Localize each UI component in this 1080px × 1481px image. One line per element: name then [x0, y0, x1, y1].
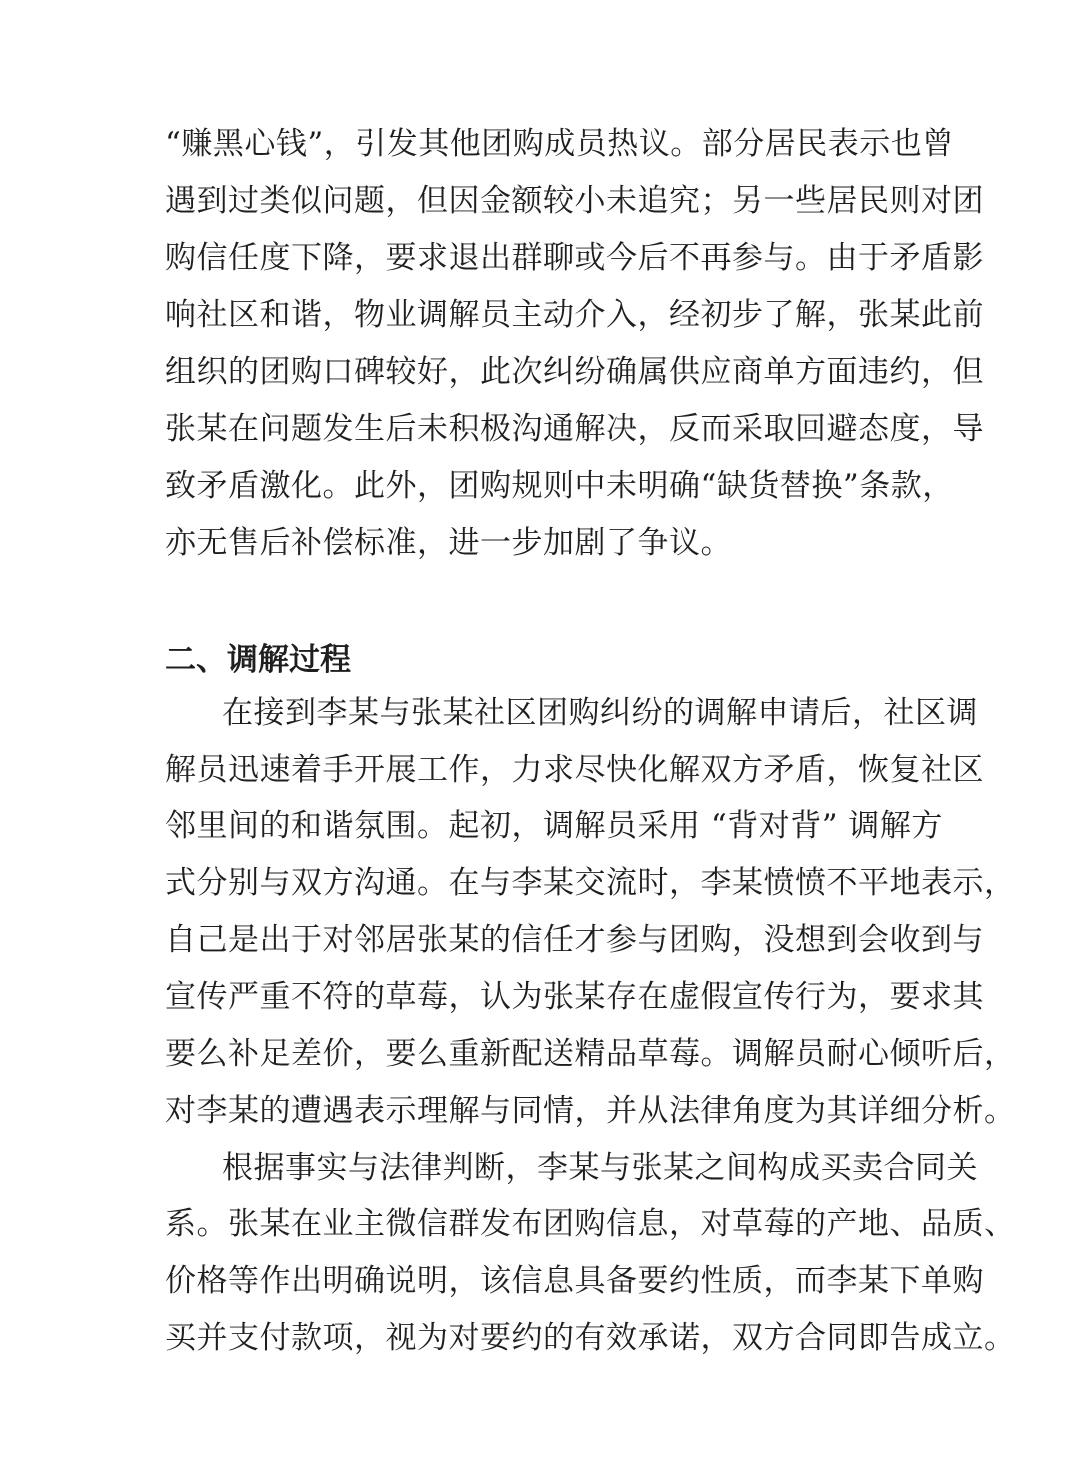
body-text-line: 系。张某在业主微信群发布团购信息，对草莓的产地、品质、 [165, 1206, 1016, 1242]
body-text-line: 价格等作出明确说明，该信息具备要约性质，而李某下单购 [165, 1263, 984, 1299]
body-text-line: 根据事实与法律判断，李某与张某之间构成买卖合同关 [222, 1150, 978, 1186]
body-text-line: 亦无售后补偿标准，进一步加剧了争议。 [165, 525, 732, 561]
body-text-line: 致矛盾激化。此外，团购规则中未明确“缺货替换”条款， [165, 468, 954, 504]
body-text-line: 响社区和谐，物业调解员主动介入，经初步了解，张某此前 [165, 297, 984, 333]
body-text-line: 邻里间的和谐氛围。起初，调解员采用 “背对背” 调解方 [165, 808, 943, 844]
body-text-line: 要么补足差价，要么重新配送精品草莓。调解员耐心倾听后， [165, 1036, 1016, 1072]
body-text-line: 式分别与双方沟通。在与李某交流时，李某愤愤不平地表示， [165, 865, 1016, 901]
body-text-line: 买并支付款项，视为对要约的有效承诺，双方合同即告成立。 [165, 1320, 1016, 1356]
section-heading: 二、调解过程 [165, 642, 351, 678]
body-text-line: “赚黑心钱”，引发其他团购成员热议。部分居民表示也曾 [165, 126, 954, 162]
body-text-line: 解员迅速着手开展工作，力求尽快化解双方矛盾，恢复社区 [165, 752, 984, 788]
body-text-line: 遇到过类似问题，但因金额较小未追究；另一些居民则对团 [165, 183, 984, 219]
body-text-line: 宣传严重不符的草莓，认为张某存在虚假宣传行为，要求其 [165, 979, 984, 1015]
body-text-line: 自己是出于对邻居张某的信任才参与团购，没想到会收到与 [165, 922, 984, 958]
body-text-line: 组织的团购口碑较好，此次纠纷确属供应商单方面违约，但 [165, 354, 984, 390]
body-text-line: 购信任度下降，要求退出群聊或今后不再参与。由于矛盾影 [165, 240, 984, 276]
body-text-line: 在接到李某与张某社区团购纠纷的调解申请后，社区调 [222, 695, 978, 731]
body-text-line: 对李某的遭遇表示理解与同情，并从法律角度为其详细分析。 [165, 1093, 1016, 1129]
body-text-line: 张某在问题发生后未积极沟通解决，反而采取回避态度，导 [165, 411, 984, 447]
